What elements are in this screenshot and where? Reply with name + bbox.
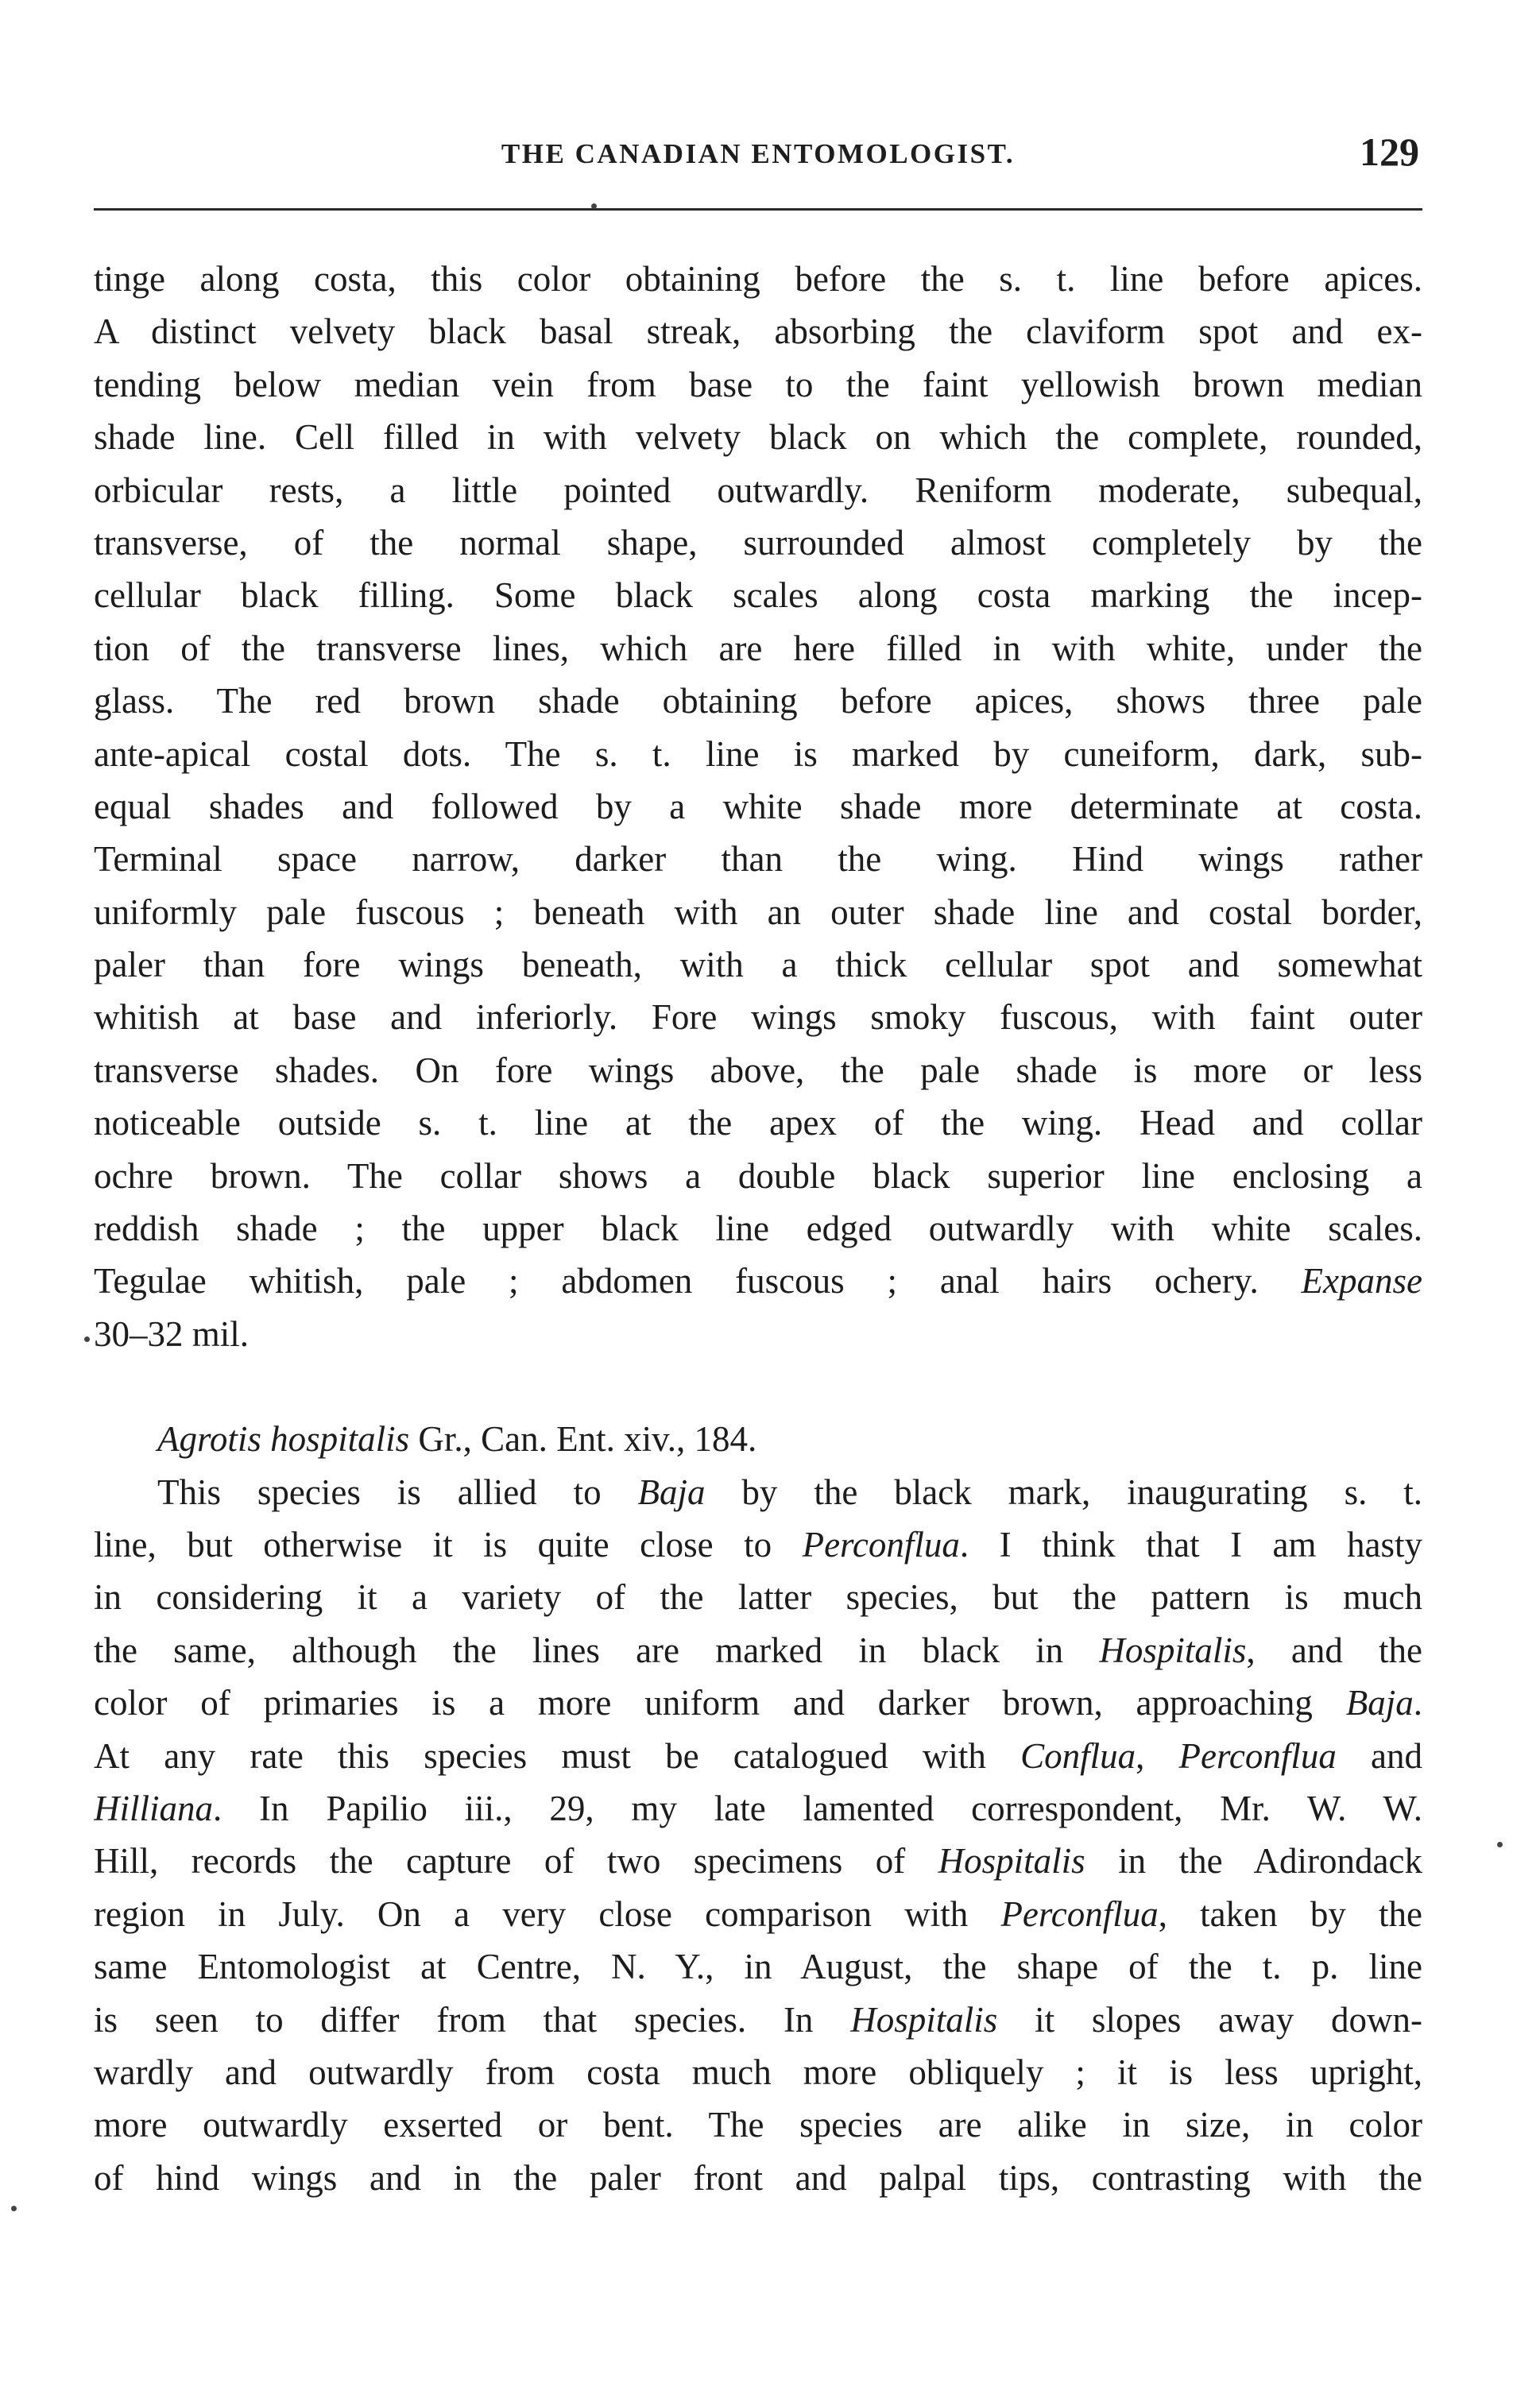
species-name: Agrotis hospitalis <box>157 1419 410 1460</box>
text-line: A distinct velvety black basal streak, absorbing the claviform spot and ex- <box>94 311 1422 352</box>
paragraph-discussion <box>94 1466 1422 2204</box>
text-line: paler than fore wings beneath, with a thick cellular spot and somewhat <box>94 945 1422 985</box>
body-text <box>94 253 1422 2204</box>
paragraph-description <box>94 253 1422 1360</box>
text-line: At any rate this species must be catalogued with Conflua, Perconflua and <box>94 1735 1422 1776</box>
italic-term: Baja <box>637 1472 706 1512</box>
italic-term: Perconflua <box>802 1524 960 1565</box>
header-rule <box>94 208 1422 211</box>
italic-term: Hospitalis <box>850 1999 998 2040</box>
text-line: tion of the transverse lines, which are here filled in with white, under the <box>94 628 1422 668</box>
text-line: wardly and outwardly from costa much more obliquely ; it is less upright, <box>94 2052 1422 2092</box>
species-heading <box>94 1413 1422 1465</box>
running-title: THE CANADIAN ENTOMOLOGIST. <box>501 138 1016 169</box>
species-citation: Gr., Can. Ent. xiv., 184. <box>409 1419 757 1460</box>
text-line: cellular black filling. Some black scales along costa marking the incep- <box>94 575 1422 616</box>
italic-term: Perconflua <box>1000 1893 1159 1934</box>
scan-speck <box>84 1336 90 1342</box>
italic-term: Hospitalis <box>938 1841 1085 1882</box>
text-line: uniformly pale fuscous ; beneath with an outer shade line and costal border, <box>94 892 1422 932</box>
text-line: noticeable outside s. t. line at the apex of the wing. Head and collar <box>94 1103 1422 1143</box>
text-line: reddish shade ; the upper black line edged outwardly with white scales. <box>94 1209 1422 1249</box>
text-line: tending below median vein from base to the faint yellowish brown median <box>94 364 1422 404</box>
page-number: 129 <box>1360 130 1419 174</box>
paragraph-spacer <box>94 1360 1422 1413</box>
running-head <box>94 129 1422 184</box>
text-line: Hill, records the capture of two specimens of Hospitalis in the Adirondack <box>94 1841 1422 1882</box>
text-line: more outwardly exserted or bent. The species are alike in size, in color <box>94 2105 1422 2145</box>
scan-speck <box>1497 1842 1503 1847</box>
italic-term: Baja <box>1345 1683 1414 1723</box>
text-line: the same, although the lines are marked in black in Hospitalis, and the <box>94 1630 1422 1670</box>
text-line: ochre brown. The collar shows a double black superior line enclosing a <box>94 1155 1422 1196</box>
text-line: transverse, of the normal shape, surrounded almost completely by the <box>94 522 1422 563</box>
scan-speck <box>591 203 597 209</box>
text-line: in considering it a variety of the latter species, but the pattern is much <box>94 1577 1422 1618</box>
italic-term: Perconflua <box>1178 1735 1337 1776</box>
text-line: region in July. On a very close comparison with Perconflua, taken by the <box>94 1893 1422 1934</box>
italic-term: Conflua <box>1020 1735 1136 1776</box>
text-line: same Entomologist at Centre, N. Y., in August, the shape of the t. p. line <box>94 1947 1422 1987</box>
text-line: equal shades and followed by a white shade more determinate at costa. <box>94 786 1422 826</box>
text-line: 30–32 mil. <box>94 1313 250 1354</box>
italic-term: Hospitalis <box>1099 1630 1247 1670</box>
text-line: glass. The red brown shade obtaining before apices, shows three pale <box>94 681 1422 721</box>
text-line: shade line. Cell filled in with velvety black on which the complete, rounded, <box>94 417 1422 458</box>
text-line: is seen to differ from that species. In Hospitalis it slopes away down- <box>94 1999 1422 2040</box>
text-line: Hilliana. In Papilio iii., 29, my late lamented correspondent, Mr. W. W. <box>94 1788 1422 1828</box>
text-line: ante-apical costal dots. The s. t. line is marked by cuneiform, dark, sub- <box>94 733 1422 774</box>
text-line: Terminal space narrow, darker than the wing. Hind wings rather <box>94 839 1422 880</box>
text-line: orbicular rests, a little pointed outwardly. Reniform moderate, subequal, <box>94 470 1422 510</box>
scan-speck <box>11 2206 17 2211</box>
text-line: line, but otherwise it is quite close to Perconflua. I think that I am hasty <box>94 1524 1422 1565</box>
text-line: This species is allied to Baja by the black mark, inaugurating s. t. <box>157 1472 1422 1512</box>
text-line: transverse shades. On fore wings above, the pale shade is more or less <box>94 1050 1422 1090</box>
text-line: color of primaries is a more uniform and darker brown, approaching Baja. <box>94 1683 1422 1723</box>
italic-term: Hilliana <box>94 1788 214 1828</box>
italic-term: Expanse <box>1301 1261 1422 1302</box>
text-line: whitish at base and inferiorly. Fore wings smoky fuscous, with faint outer <box>94 997 1422 1038</box>
text-line: tinge along costa, this color obtaining before the s. t. line before apices. <box>94 259 1422 299</box>
text-line: Tegulae whitish, pale ; abdomen fuscous ; anal hairs ochery. Expanse <box>94 1261 1422 1302</box>
text-line: of hind wings and in the paler front and palpal tips, contrasting with the <box>94 2157 1422 2198</box>
